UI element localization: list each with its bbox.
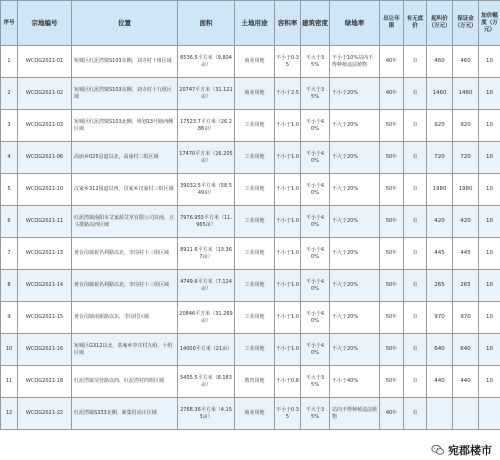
row-number: 5 <box>1 174 18 206</box>
parcel-location: 黄台岗镇南新路以东，李岗村区域 <box>72 302 178 334</box>
bid-increment: 10 <box>479 46 500 78</box>
parcel-area: 20747平方米（31.121亩） <box>178 78 235 110</box>
starting-price: 1460 <box>427 78 453 110</box>
land-use: 工业用地 <box>235 302 275 334</box>
parcel-area: 4749.6平方米（7.124亩） <box>178 270 235 302</box>
parcel-code: WCQG2021-02 <box>18 78 72 110</box>
lease-term: 50年 <box>380 270 404 302</box>
parcel-area: 17523.7平方米（26.286亩） <box>178 110 235 142</box>
parcel-area: 20846平方米（31.269亩） <box>178 302 235 334</box>
lease-term: 50年 <box>380 302 404 334</box>
land-use: 工业用地 <box>235 270 275 302</box>
table-row <box>1 366 500 398</box>
bid-increment: 10 <box>479 238 500 270</box>
bid-increment: 10 <box>479 174 500 206</box>
wechat-icon <box>431 443 445 457</box>
col-header: 绿地率 <box>330 1 380 46</box>
parcel-area: 39032.5平方米（58.549亩） <box>178 174 235 206</box>
deposit: 970 <box>453 302 479 334</box>
parcel-code: WCQG2021-10 <box>18 174 72 206</box>
col-header: 土地用途 <box>235 1 275 46</box>
deposit: 460 <box>453 46 479 78</box>
land-use: 工业用地 <box>235 110 275 142</box>
deposit: 420 <box>453 206 479 238</box>
bid-increment: 10 <box>479 78 500 110</box>
parcel-area: 14000平方米（21亩） <box>178 334 235 366</box>
building-density: 不小于40% <box>301 302 330 334</box>
lease-term: 50年 <box>380 366 404 398</box>
bid-increment: 10 <box>479 302 500 334</box>
floor-area-ratio: 不小于1.0 <box>275 238 301 270</box>
building-density: 不小于40% <box>301 110 330 142</box>
land-use: 工业用地 <box>235 334 275 366</box>
parcel-code: WCQG2021-13 <box>18 238 72 270</box>
col-header: 面积 <box>178 1 235 46</box>
reserve-price: 有 <box>404 142 427 174</box>
lease-term: 40年 <box>380 398 404 430</box>
bid-increment: 10 <box>479 334 500 366</box>
lease-term: 50年 <box>380 110 404 142</box>
green-ratio: 不小于10%站内不得种植违法植物 <box>330 46 380 78</box>
floor-area-ratio: 不小于0.8 <box>275 366 301 398</box>
building-density: 不小于40% <box>301 174 330 206</box>
col-header: 宗地编号 <box>18 1 72 46</box>
floor-area-ratio: 不小于1.0 <box>275 110 301 142</box>
table-row <box>1 334 500 366</box>
land-use: 商业用地 <box>235 398 275 430</box>
deposit: 440 <box>453 366 479 398</box>
floor-area-ratio: 不小于1.0 <box>275 302 301 334</box>
reserve-price: 有 <box>404 302 427 334</box>
building-density: 不小于40% <box>301 334 330 366</box>
land-use: 工业用地 <box>235 238 275 270</box>
lease-term: 50年 <box>380 206 404 238</box>
table-header-row <box>1 1 500 46</box>
table-row <box>1 78 500 110</box>
green-ratio: 不大于20% <box>330 238 380 270</box>
row-number: 6 <box>1 206 18 238</box>
green-ratio: 不大于20% <box>330 302 380 334</box>
parcel-location: 宛城区红泥湾镇S103东侧，刘寺村十组区域 <box>72 46 178 78</box>
reserve-price: 有 <box>404 334 427 366</box>
reserve-price: 有 <box>404 206 427 238</box>
floor-area-ratio: 不小于0.35 <box>275 46 301 78</box>
lease-term: 40年 <box>380 46 404 78</box>
parcel-area: 8911.6平方米（13.367亩） <box>178 238 235 270</box>
parcel-location: 红泥湾镇S333北侧，新集村高庄区域 <box>72 398 178 430</box>
starting-price: 440 <box>427 366 453 398</box>
green-ratio: 不小于40% <box>330 366 380 398</box>
land-use: 工业用地 <box>235 174 275 206</box>
parcel-location: 红泥湾镇南阳市艾家源艾草有限公司以南，五斗排路以西区域 <box>72 206 178 238</box>
parcel-code: WCQG2021-15 <box>18 302 72 334</box>
row-number: 11 <box>1 366 18 398</box>
col-header: 起叫价（万元） <box>427 1 453 46</box>
row-number: 3 <box>1 110 18 142</box>
table-body <box>1 46 500 430</box>
deposit: 265 <box>453 270 479 302</box>
table-row <box>1 270 500 302</box>
floor-area-ratio: 不小于1.0 <box>275 334 301 366</box>
parcel-location: 黄台岗镇祝名利路以北，李岗村十三组区域 <box>72 238 178 270</box>
row-number: 1 <box>1 46 18 78</box>
lease-term: 40年 <box>380 78 404 110</box>
parcel-area: 6536.5平方米（9.804亩） <box>178 46 235 78</box>
starting-price <box>427 398 453 430</box>
col-header: 出让年限 <box>380 1 404 46</box>
land-use: 商业用地 <box>235 46 275 78</box>
green-ratio: 不大于20% <box>330 334 380 366</box>
starting-price: 920 <box>427 110 453 142</box>
table-row <box>1 398 500 430</box>
bid-increment: 10 <box>479 110 500 142</box>
bid-increment: 10 <box>479 270 500 302</box>
col-header: 加价幅度（万元） <box>479 1 500 46</box>
col-header: 保证金（万元） <box>453 1 479 46</box>
table-row <box>1 238 500 270</box>
floor-area-ratio: 不小于1.0 <box>275 142 301 174</box>
parcel-code: WCQG2021-06 <box>18 142 72 174</box>
reserve-price: 有 <box>404 110 427 142</box>
watermark-text: 宛郡楼市 <box>448 444 492 457</box>
floor-area-ratio: 不小于1.0 <box>275 270 301 302</box>
col-header: 有无底价 <box>404 1 427 46</box>
floor-area-ratio: 不小于0.35 <box>275 398 301 430</box>
land-use: 教育用地 <box>235 366 275 398</box>
deposit: 1460 <box>453 78 479 110</box>
deposit: 445 <box>453 238 479 270</box>
deposit: 920 <box>453 110 479 142</box>
parcel-code: WCQG2021-01 <box>18 46 72 78</box>
col-header: 位置 <box>72 1 178 46</box>
deposit: 720 <box>453 142 479 174</box>
starting-price: 640 <box>427 334 453 366</box>
table-row <box>1 302 500 334</box>
parcel-code: WCQG2021-18 <box>18 366 72 398</box>
col-header: 建筑密度 <box>301 1 330 46</box>
table-row <box>1 46 500 78</box>
parcel-location: 宛城区红泥湾镇S103北侧，规划13号路西侧区域 <box>72 110 178 142</box>
parcel-location: 红泥湾镇吴营路以西，红泥湾村四组区域 <box>72 366 178 398</box>
reserve-price: 有 <box>404 78 427 110</box>
reserve-price: 有 <box>404 46 427 78</box>
col-header: 容积率 <box>275 1 301 46</box>
parcel-code: WCQG2021-03 <box>18 110 72 142</box>
parcel-code: WCQG2021-14 <box>18 270 72 302</box>
building-density: 不小于40% <box>301 142 330 174</box>
watermark <box>429 442 494 458</box>
starting-price: 1980 <box>427 174 453 206</box>
table-row <box>1 174 500 206</box>
row-number: 12 <box>1 398 18 430</box>
land-use: 商业用地 <box>235 78 275 110</box>
starting-price: 265 <box>427 270 453 302</box>
deposit: 1980 <box>453 174 479 206</box>
building-density: 不小于40% <box>301 206 330 238</box>
row-number: 4 <box>1 142 18 174</box>
starting-price: 460 <box>427 46 453 78</box>
lease-term: 50年 <box>380 238 404 270</box>
row-number: 7 <box>1 238 18 270</box>
green-ratio: 不大于20% <box>330 270 380 302</box>
starting-price: 420 <box>427 206 453 238</box>
parcel-area: 17470平方米（26.205亩） <box>178 142 235 174</box>
building-density: 不小于40% <box>301 270 330 302</box>
starting-price: 445 <box>427 238 453 270</box>
green-ratio: 不大于20% <box>330 174 380 206</box>
lease-term: 50年 <box>380 334 404 366</box>
green-ratio: 不小于20% <box>330 78 380 110</box>
reserve-price: 有 <box>404 366 427 398</box>
green-ratio: 不大于20% <box>330 142 380 174</box>
floor-area-ratio: 不小于2.5 <box>275 78 301 110</box>
row-number: 10 <box>1 334 18 366</box>
land-use: 工业用地 <box>235 142 275 174</box>
parcel-code: WCQG2021-11 <box>18 206 72 238</box>
floor-area-ratio: 不小于1.0 <box>275 174 301 206</box>
reserve-price: 有 <box>404 398 427 430</box>
table-row <box>1 110 500 142</box>
parcel-area: 2768.36平方米（4.153亩） <box>178 398 235 430</box>
land-use: 工业用地 <box>235 206 275 238</box>
starting-price: 720 <box>427 142 453 174</box>
row-number: 9 <box>1 302 18 334</box>
col-header: 序号 <box>1 1 18 46</box>
bid-increment: 10 <box>479 142 500 174</box>
lease-term: 50年 <box>380 142 404 174</box>
table-row <box>1 206 500 238</box>
building-density: 不大于35% <box>301 78 330 110</box>
deposit: 640 <box>453 334 479 366</box>
parcel-location: 宛城区红泥湾镇S103东侧，刘寺村十九组区域 <box>72 78 178 110</box>
green-ratio: 不大于20% <box>330 206 380 238</box>
parcel-area: 5455.5平方米（8.183亩） <box>178 366 235 398</box>
bid-increment: 10 <box>479 366 500 398</box>
deposit <box>453 398 479 430</box>
reserve-price: 有 <box>404 174 427 206</box>
green-ratio: 不大于20% <box>330 110 380 142</box>
building-density: 不大于35% <box>301 366 330 398</box>
starting-price: 970 <box>427 302 453 334</box>
bid-increment <box>479 398 500 430</box>
floor-area-ratio: 不小于1.0 <box>275 206 301 238</box>
parcel-location: 高庙乡025县道以北，高庙村二组区域 <box>72 142 178 174</box>
row-number: 8 <box>1 270 18 302</box>
row-number: 2 <box>1 78 18 110</box>
table-row <box>1 142 500 174</box>
parcel-location: 汉家乡312国道以西，汉家乡汉家村三组区域 <box>72 174 178 206</box>
parcel-code: WCQG2021-16 <box>18 334 72 366</box>
building-density: 不大于35% <box>301 398 330 430</box>
parcel-location: 黄台岗镇祝名利路以北，李岗村十三组区域 <box>72 270 178 302</box>
reserve-price: 有 <box>404 270 427 302</box>
reserve-price: 有 <box>404 238 427 270</box>
green-ratio: 站内不得种植违法植物 <box>330 398 380 430</box>
building-density: 不小于40% <box>301 238 330 270</box>
bid-increment: 10 <box>479 206 500 238</box>
building-density: 不大于35% <box>301 46 330 78</box>
parcel-location: 宛城区G312以北，茶庵乡李庄村九组、十组区域 <box>72 334 178 366</box>
lease-term: 50年 <box>380 174 404 206</box>
parcel-code: WCQG2021-22 <box>18 398 72 430</box>
parcel-area: 7976.955平方米（11.965亩） <box>178 206 235 238</box>
